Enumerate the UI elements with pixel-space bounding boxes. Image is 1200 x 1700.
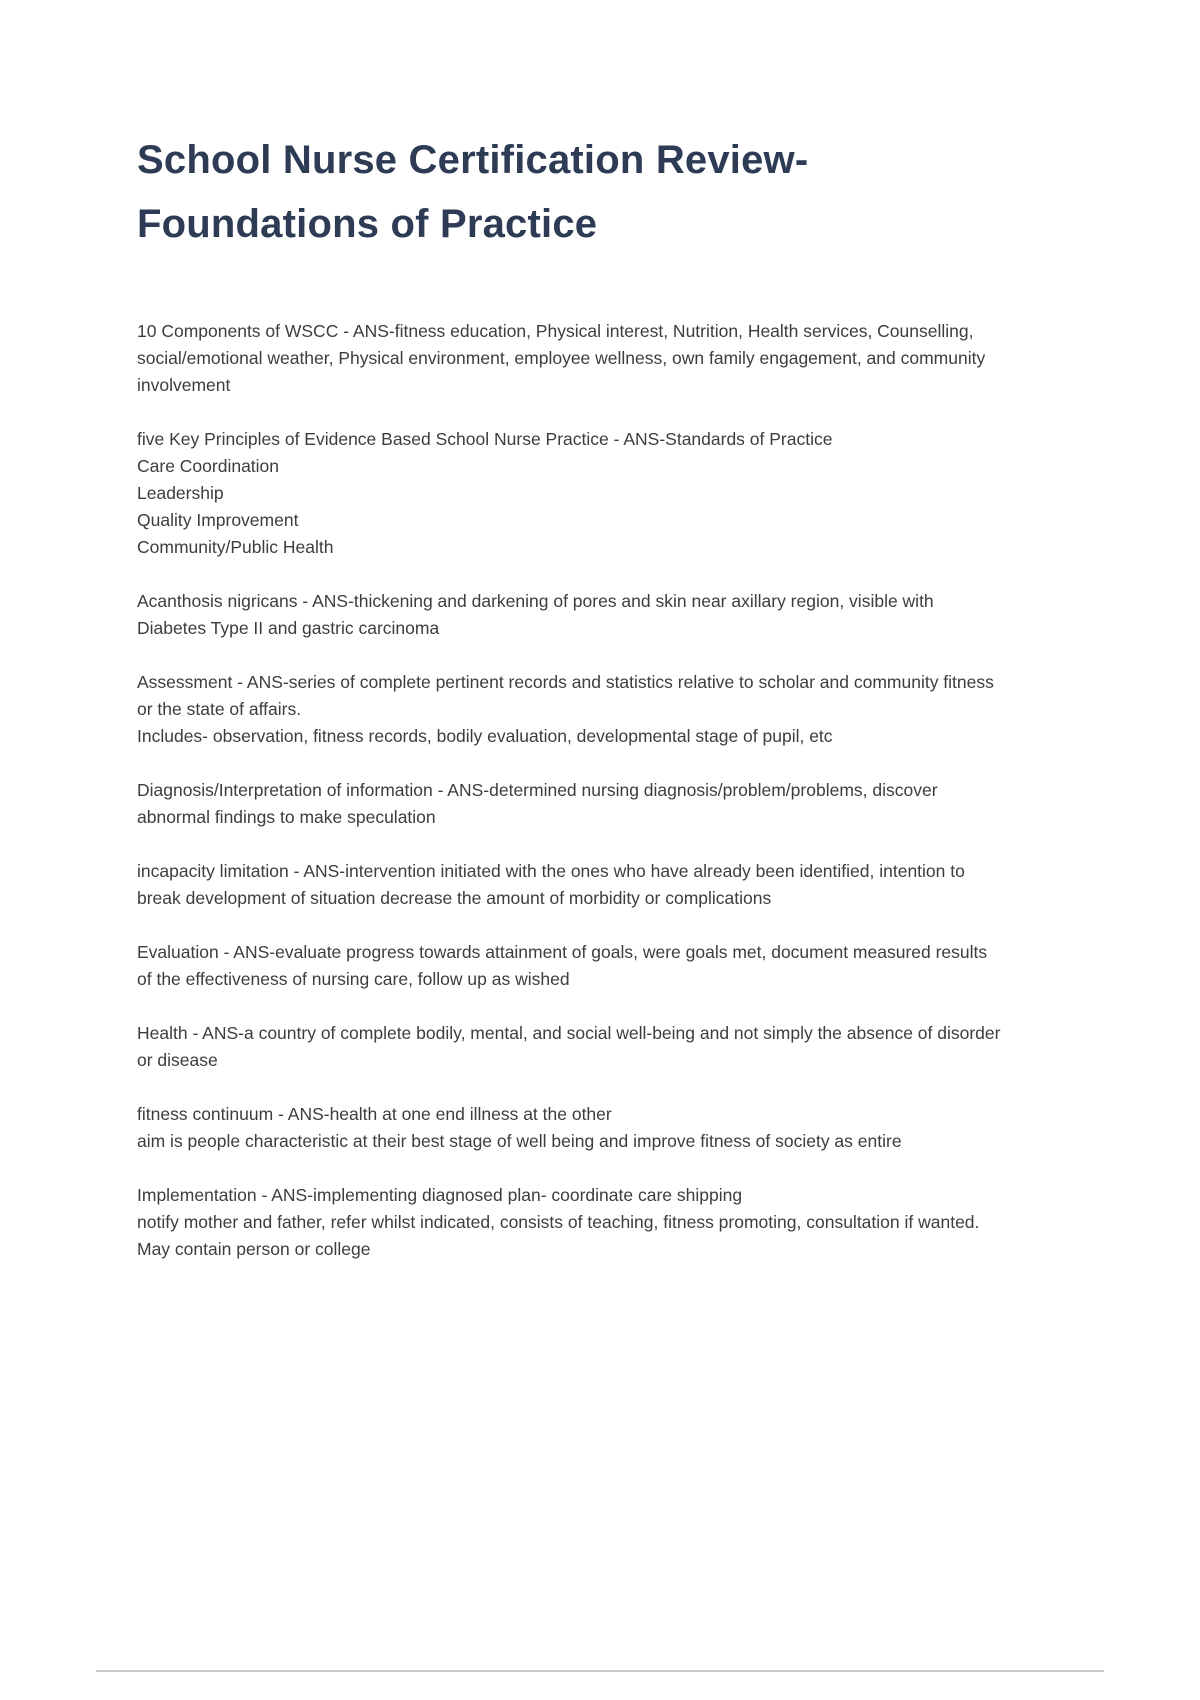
paragraph — [137, 777, 1002, 831]
paragraph-line: Health - ANS-a country of complete bodily, mental, and social well-being and not simply the absence of disorder or disease — [137, 1023, 1001, 1070]
page-bottom-divider — [96, 1670, 1104, 1672]
paragraph-line: incapacity limitation - ANS-intervention initiated with the ones who have already been identified, intention to break development of situation decrease the amount of morbidity or complications — [137, 861, 965, 908]
paragraph-line: Evaluation - ANS-evaluate progress towards attainment of goals, were goals met, document measured results of the effectiveness of nursing care, follow up as wished — [137, 942, 988, 989]
paragraph-line: Community/Public Health — [137, 537, 334, 557]
paragraph-line: Leadership — [137, 483, 224, 503]
page-title — [137, 128, 1037, 256]
paragraph-line: Includes- observation, fitness records, bodily evaluation, developmental stage of pupil, etc — [137, 726, 833, 746]
paragraph-line: 10 Components of WSCC - ANS-fitness education, Physical interest, Nutrition, Health services, Counselling, social/emotional weather, Physical environment, employee wellness, own family engagement, and community involvement — [137, 321, 986, 395]
page-title-line-1: School Nurse Certification Review- — [137, 138, 809, 182]
paragraph — [137, 858, 1002, 912]
paragraph-line: Implementation - ANS-implementing diagnosed plan- coordinate care shipping — [137, 1185, 743, 1205]
document-body — [137, 318, 1002, 1263]
page-title-line-2: Foundations of Practice — [137, 202, 598, 246]
paragraph — [137, 939, 1002, 993]
paragraph-line: aim is people characteristic at their best stage of well being and improve fitness of society as entire — [137, 1131, 902, 1151]
paragraph-line: Quality Improvement — [137, 510, 299, 530]
paragraph — [137, 1182, 1002, 1263]
paragraph — [137, 1101, 1002, 1155]
paragraph — [137, 588, 1002, 642]
paragraph — [137, 669, 1002, 750]
paragraph-line: notify mother and father, refer whilst indicated, consists of teaching, fitness promoting, consultation if wanted. May contain person or college — [137, 1212, 980, 1259]
paragraph — [137, 426, 1002, 561]
paragraph-line: Acanthosis nigricans - ANS-thickening and darkening of pores and skin near axillary region, visible with Diabetes Type II and gastric carcinoma — [137, 591, 934, 638]
paragraph-line: Diagnosis/Interpretation of information - ANS-determined nursing diagnosis/problem/problems, discover abnormal findings to make speculation — [137, 780, 938, 827]
paragraph-line: five Key Principles of Evidence Based School Nurse Practice - ANS-Standards of Practice — [137, 429, 833, 449]
paragraph-line: fitness continuum - ANS-health at one end illness at the other — [137, 1104, 612, 1124]
paragraph-line: Care Coordination — [137, 456, 280, 476]
paragraph-line: Assessment - ANS-series of complete pertinent records and statistics relative to scholar and community fitness or the state of affairs. — [137, 672, 994, 719]
paragraph — [137, 1020, 1002, 1074]
paragraph — [137, 318, 1002, 399]
